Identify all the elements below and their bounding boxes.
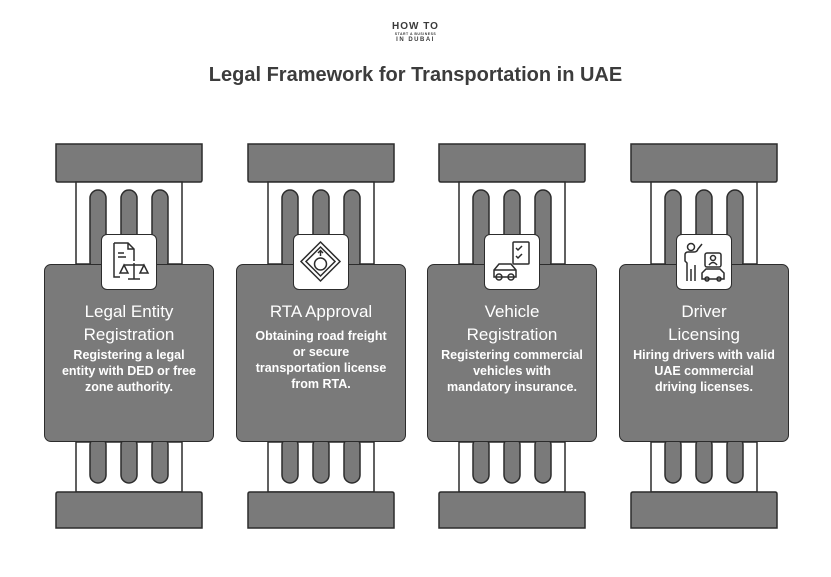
pillar-title-line1: Vehicle <box>484 302 540 321</box>
pillar-title-line2: Registration <box>466 325 558 344</box>
pillar-title <box>427 300 597 346</box>
pillar-title-line1: Legal Entity <box>84 302 174 321</box>
pillar-title <box>236 300 406 323</box>
logo-line3: IN DUBAI <box>396 37 435 43</box>
logo <box>0 22 831 44</box>
car-checklist-icon <box>484 234 540 290</box>
pillar-title-line1: RTA Approval <box>269 302 373 321</box>
driver-license-icon <box>676 234 732 290</box>
pillar-title-line2: Licensing <box>668 325 740 344</box>
pillar-driver-licensing <box>619 142 789 532</box>
pillar-rta-approval <box>236 142 406 532</box>
pillar-vehicle-registration <box>427 142 597 532</box>
road-sign-icon <box>293 234 349 290</box>
pillar-description: Obtaining road freight or secure transportation license from RTA. <box>255 329 387 391</box>
pillar-title <box>619 300 789 346</box>
logo-line1: HOW TO <box>392 21 439 32</box>
pillar-description: Registering a legal entity with DED or free zone authority. <box>61 348 197 394</box>
pillar-description: Hiring drivers with valid UAE commercial driving licenses. <box>633 348 775 394</box>
pillar-description: Registering commercial vehicles with mandatory insurance. <box>441 348 583 394</box>
pillar-title-line2: Registration <box>83 325 175 344</box>
pillar-title-line1: Driver <box>681 302 727 321</box>
pillar-title <box>44 300 214 346</box>
logo-line2: START A BUSINESS <box>394 32 437 36</box>
pillar-legal-entity <box>44 142 214 532</box>
page-title: Legal Framework for Transportation in UAE <box>208 64 623 86</box>
document-scales-icon <box>101 234 157 290</box>
